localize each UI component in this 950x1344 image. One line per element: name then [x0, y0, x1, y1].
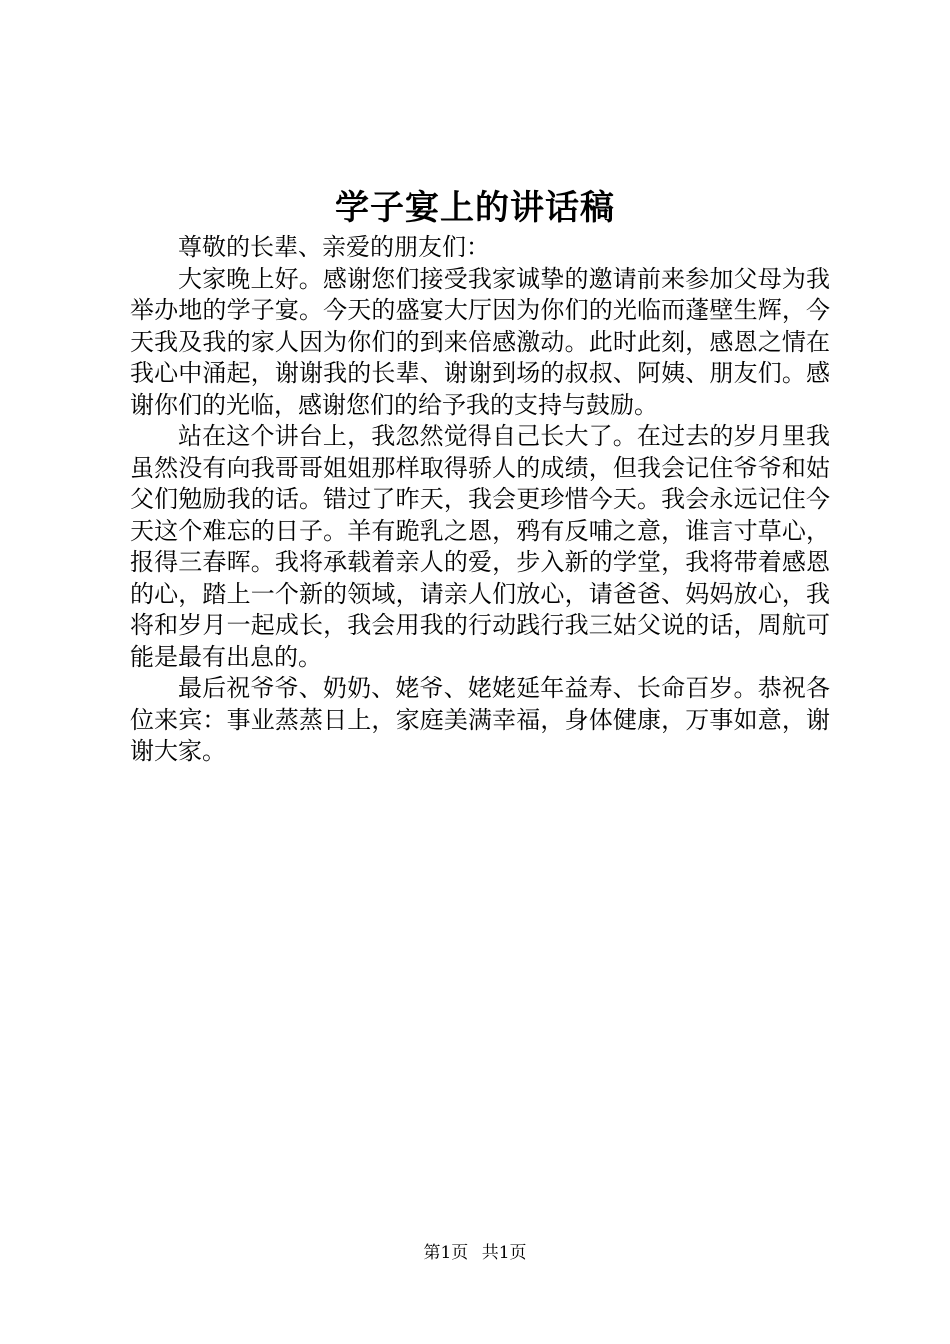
closing-paragraph: 最后祝爷爷、奶奶、姥爷、姥姥延年益寿、长命百岁。恭祝各位来宾：事业蒸蒸日上，家庭美满幸福，身体健康，万事如意，谢谢大家。 [130, 674, 830, 765]
body-paragraph: 站在这个讲台上，我忽然觉得自己长大了。在过去的岁月里我虽然没有向我哥哥姐姐那样取得骄人的成绩，但我会记住爷爷和姑父们勉励我的话。错过了昨天，我会更珍惜今天。我会永远记住今天这个难忘的日子。羊有跪乳之恩，鸦有反哺之意，谁言寸草心，报得三春晖。我将承载着亲人的爱，步入新的学堂，我将带着感恩的心，踏上一个新的领域，请亲人们放心，请爸爸、妈妈放心，我将和岁月一起成长，我会用我的行动践行我三姑父说的话，周航可能是最有出息的。 [130, 422, 830, 671]
salutation-paragraph: 尊敬的长辈、亲爱的朋友们： [178, 233, 490, 261]
body-paragraph: 大家晚上好。感谢您们接受我家诚挚的邀请前来参加父母为我举办地的学子宴。今天的盛宴大厅因为你们的光临而蓬壁生辉，今天我及我的家人因为你们的到来倍感激动。此时此刻，感恩之情在我心中涌起，谢谢我的长辈、谢谢到场的叔叔、阿姨、朋友们。感谢你们的光临，感谢您们的给予我的支持与鼓励。 [130, 264, 830, 419]
page-number-total: 共1页 [481, 1243, 527, 1263]
page-footer [0, 1241, 950, 1265]
document-title: 学子宴上的讲话稿 [335, 188, 615, 228]
document-body [130, 232, 830, 768]
page-number-current: 第1页 [423, 1243, 469, 1263]
